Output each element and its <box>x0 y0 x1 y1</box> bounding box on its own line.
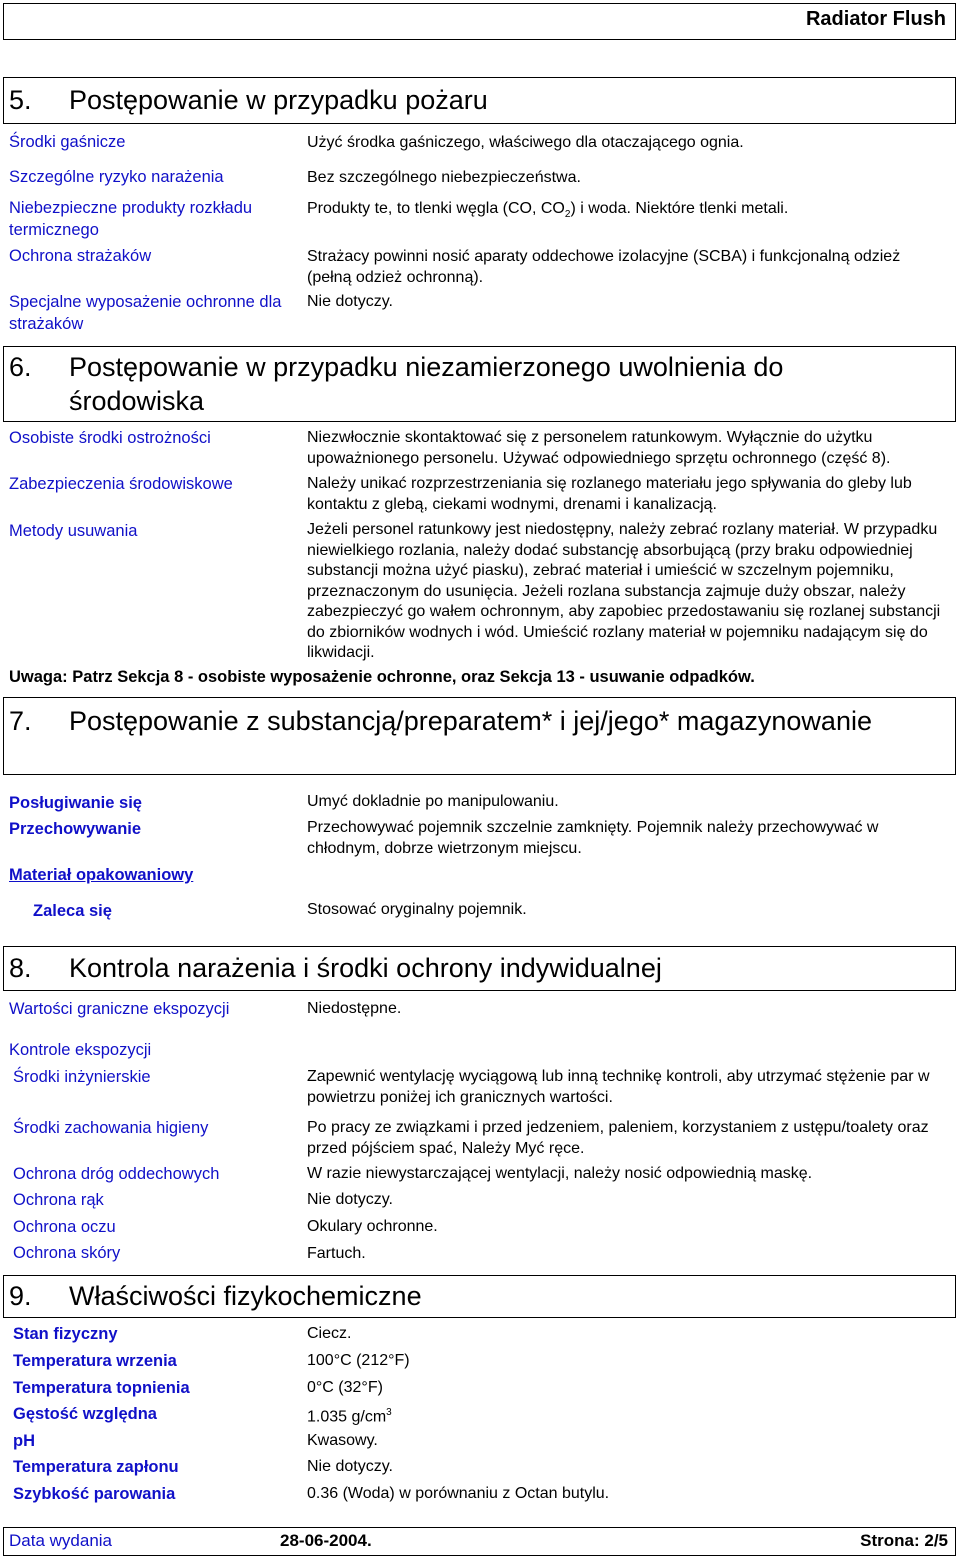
s8-label-hygiene: Środki zachowania higieny <box>13 1119 209 1137</box>
section-9-title: 9. Właściwości fizykochemiczne <box>9 1281 422 1311</box>
s5-value-special-risk: Bez szczególnego niebezpieczeństwa. <box>307 169 581 186</box>
s6-label-cleanup: Metody usuwania <box>9 522 138 540</box>
section-6-title: 6. Postępowanie w przypadku niezamierzonego uwolnienia do środowiska <box>9 352 784 416</box>
s5-value-decomposition: Produkty te, to tlenki węgla (CO, $CO_2$) i woda. Niektóre tlenki metali. <box>307 200 789 221</box>
s7-value-recommended: Stosować oryginalny pojemnik. <box>307 901 527 918</box>
s9-value-ph: Kwasowy. <box>307 1432 378 1449</box>
s8-label-skin: Ochrona skóry <box>13 1244 121 1262</box>
s5-label-firefighter-protection: Ochrona strażaków <box>9 247 152 265</box>
s7-value-handling: Umyć dokladnie po manipulowaniu. <box>307 793 559 810</box>
s5-value-extinguishing: Użyć środka gaśniczego, właściwego dla otaczającego ognia. <box>307 134 744 151</box>
section-8-title: 8. Kontrola narażenia i środki ochrony indywidualnej <box>9 953 662 983</box>
footer-page: Strona: 2/5 <box>860 1531 948 1550</box>
s9-value-melting: 0°C (32°F) <box>307 1379 383 1396</box>
s9-value-boiling: 100°C (212°F) <box>307 1352 410 1369</box>
s7-value-storage: Przechowywać pojemnik szczelnie zamknięty. Pojemnik należy przechowywać w chłodnym, dobrze wietrzonym miejscu. <box>307 819 879 857</box>
s5-label-decomposition: Niebezpieczne produkty rozkładu termicznego <box>9 199 253 239</box>
s9-label-flash-point: Temperatura zapłonu <box>13 1458 179 1476</box>
footer-date-label: Data wydania <box>9 1531 113 1550</box>
s8-value-engineering: Zapewnić wentylację wyciągową lub inną technikę kontroli, aby utrzymać stężenie par w powietrzu poniżej ich granicznych wartości. <box>307 1068 930 1106</box>
s8-label-eyes: Ochrona oczu <box>13 1218 116 1236</box>
document-title: Radiator Flush <box>805 8 946 30</box>
section-5-title: 5. Postępowanie w przypadku pożaru <box>9 85 488 115</box>
s9-value-evaporation: 0.36 (Woda) w porównaniu z Octan butylu. <box>307 1485 610 1502</box>
s6-note: Uwaga: Patrz Sekcja 8 - osobiste wyposażenie ochronne, oraz Sekcja 13 - usuwanie odpadków. <box>9 668 755 686</box>
s9-label-melting: Temperatura topnienia <box>13 1379 190 1397</box>
s7-label-packaging: Materiał opakowaniowy <box>9 866 194 884</box>
s6-value-cleanup: Jeżeli personel ratunkowy jest niedostępny, należy zebrać rozlany materiał. W przypadku niewielkiego rozlania, należy dodać substancję absorbującą (przy braku odpowiedniej substancji można użyć piasku), zebrać materiał i umieścić w szczelnym pojemniku, przeznaczonym do usunięcia. Jeżeli rozlana substancja zajmuje duży obszar, należy zabezpieczyć go wałem ochronnym, aby zapobiec przedostawaniu się rozlanej substancji do zbiorników wodnych i wód. Umieścić rozlany materiał w pojemniku nadającym się do likwidacji. <box>307 521 941 661</box>
s8-label-respiratory: Ochrona dróg oddechowych <box>13 1165 220 1183</box>
s8-value-respiratory: W razie niewystarczającej wentylacji, należy nosić odpowiednią maskę. <box>307 1165 813 1182</box>
s9-value-density: 1.035 $g/cm^3$ <box>307 1407 392 1426</box>
s6-value-environmental: Należy unikać rozprzestrzeniania się rozlanego materiału jego spływania do gleby lub kontaktu z glebą, ciekami wodnymi, drenami i kanalizacją. <box>307 475 912 513</box>
s5-value-special-equipment: Nie dotyczy. <box>307 293 393 310</box>
s5-value-firefighter-protection: Strażacy powinni nosić aparaty oddechowe izolacyjne (SCBA) i funkcjonalną odzież (pełną odzież ochronną). <box>307 248 901 286</box>
s9-label-boiling: Temperatura wrzenia <box>13 1352 177 1370</box>
s6-label-personal-precautions: Osobiste środki ostrożności <box>9 429 211 447</box>
s9-label-evaporation: Szybkość parowania <box>13 1485 176 1503</box>
s9-value-flash-point: Nie dotyczy. <box>307 1458 393 1475</box>
s8-label-hands: Ochrona rąk <box>13 1191 104 1209</box>
s9-label-state: Stan fizyczny <box>13 1325 118 1343</box>
s8-label-engineering: Środki inżynierskie <box>13 1068 151 1086</box>
s8-value-skin: Fartuch. <box>307 1245 366 1262</box>
s9-label-ph: pH <box>13 1432 35 1450</box>
s5-label-special-equipment: Specjalne wyposażenie ochronne dla strażaków <box>9 293 282 333</box>
s5-label-special-risk: Szczególne ryzyko narażenia <box>9 168 224 186</box>
s5-label-extinguishing: Środki gaśnicze <box>9 133 126 151</box>
s8-value-eyes: Okulary ochronne. <box>307 1218 438 1235</box>
s8-label-limits: Wartości graniczne ekspozycji <box>9 1000 230 1018</box>
section-7-title: 7. Postępowanie z substancją/preparatem* i jej/jego* magazynowanie <box>9 706 872 736</box>
s7-label-handling: Posługiwanie się <box>9 794 142 812</box>
s8-value-hygiene: Po pracy ze związkami i przed jedzeniem, paleniem, korzystaniem z ustępu/toalety oraz przed pójściem spać, Należy Myć ręce. <box>307 1119 929 1157</box>
s7-label-recommended: Zaleca się <box>33 902 112 920</box>
s8-value-hands: Nie dotyczy. <box>307 1191 393 1208</box>
s9-label-density: Gęstość względna <box>13 1405 157 1423</box>
footer-date: 28-06-2004. <box>280 1531 372 1550</box>
s6-label-environmental: Zabezpieczenia środowiskowe <box>9 475 233 493</box>
s8-label-exposure-controls: Kontrole ekspozycji <box>9 1041 152 1059</box>
s8-value-limits: Niedostępne. <box>307 1000 402 1017</box>
footer-box <box>3 1527 956 1556</box>
s7-label-storage: Przechowywanie <box>9 820 142 838</box>
s6-value-personal-precautions: Niezwłocznie skontaktować się z personelem ratunkowym. Wyłącznie do użytku upoważnionego personelu. Używać odpowiedniego sprzętu ochronnego (część 8). <box>307 429 891 467</box>
s9-value-state: Ciecz. <box>307 1325 352 1342</box>
